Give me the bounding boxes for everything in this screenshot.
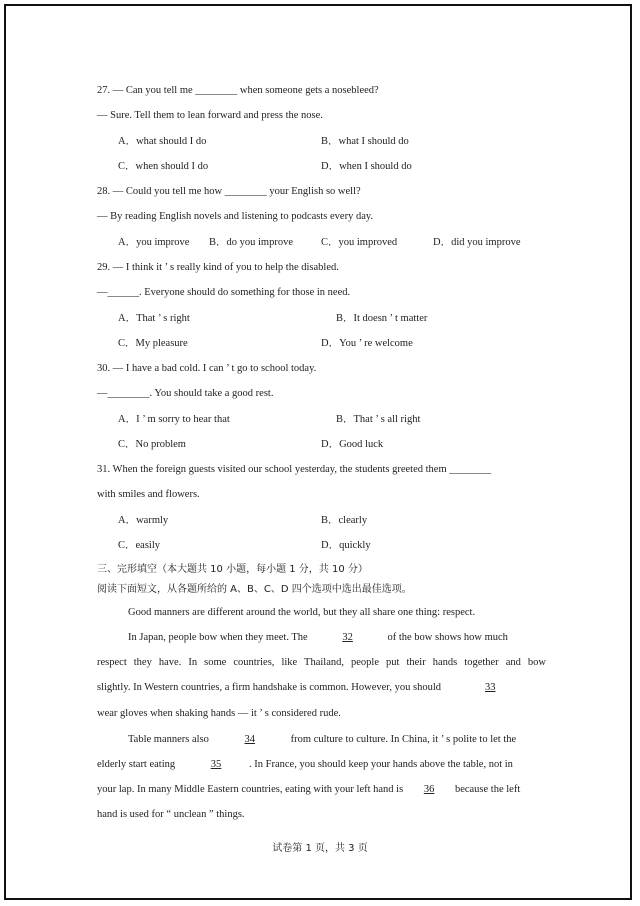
question-31-option-c[interactable]: C．easily <box>118 540 160 551</box>
question-28-option-c[interactable]: C．you improved <box>321 237 398 248</box>
question-30-stem: 30. — I have a bad cold. I can ’ t go to school today. <box>97 363 317 374</box>
question-29-reply: —______. Everyone should do something for those in need. <box>97 287 351 298</box>
passage-line-7 <box>97 758 513 772</box>
question-28-option-b[interactable]: B．do you improve <box>209 237 293 248</box>
passage-line-4 <box>97 681 496 695</box>
blank-35[interactable]: 35 <box>210 759 222 770</box>
passage-line-8 <box>97 783 520 797</box>
question-29-option-a[interactable]: A．That ’ s right <box>118 313 190 324</box>
passage-line-3: respect they have. In some countries, like Thailand, people put their hands together and bow <box>97 657 546 668</box>
question-29-option-c[interactable]: C．My pleasure <box>118 338 188 349</box>
question-31-stem: 31. When the foreign guests visited our school yesterday, the students greeted them ________ <box>97 464 492 475</box>
question-28-stem: 28. — Could you tell me how ________ your English so well? <box>97 186 361 197</box>
passage-text: slightly. In Western countries, a firm handshake is common. However, you should <box>97 682 442 693</box>
passage-line-9: hand is used for “ unclean ” things. <box>97 809 245 820</box>
passage-text: from culture to culture. In China, it ’ s polite to let the <box>290 734 517 745</box>
question-28-option-a[interactable]: A．you improve <box>118 237 190 248</box>
passage-text: elderly start eating <box>97 759 176 770</box>
question-30-reply: —________. You should take a good rest. <box>97 388 274 399</box>
question-27-option-b[interactable]: B．what I should do <box>321 136 409 147</box>
question-31-option-a[interactable]: A．warmly <box>118 515 169 526</box>
passage-text: . In France, you should keep your hands above the table, not in <box>249 759 513 770</box>
question-27-option-d[interactable]: D．when I should do <box>321 161 412 172</box>
question-27-option-a[interactable]: A．what should I do <box>118 136 207 147</box>
blank-33[interactable]: 33 <box>485 682 496 693</box>
question-28-reply: — By reading English novels and listening to podcasts every day. <box>97 211 374 222</box>
question-27-stem: 27. — Can you tell me ________ when someone gets a nosebleed? <box>97 85 379 96</box>
blank-34[interactable]: 34 <box>244 734 256 745</box>
question-29-stem: 29. — I think it ’ s really kind of you to help the disabled. <box>97 262 339 273</box>
passage-text: because the left <box>454 784 521 795</box>
passage-text: your lap. In many Middle Eastern countries, eating with your left hand is <box>97 784 404 795</box>
question-30-option-a[interactable]: A．I ’ m sorry to hear that <box>118 414 230 425</box>
question-27-reply: — Sure. Tell them to lean forward and press the nose. <box>97 110 323 121</box>
question-30-option-b[interactable]: B．That ’ s all right <box>336 414 421 425</box>
question-29-option-b[interactable]: B．It doesn ’ t matter <box>336 313 428 324</box>
passage-line-5: wear gloves when shaking hands — it ’ s considered rude. <box>97 708 341 719</box>
question-31-reply: with smiles and flowers. <box>97 489 200 500</box>
passage-line-6 <box>128 733 516 747</box>
passage-text: In Japan, people bow when they meet. The <box>128 632 308 643</box>
question-31-option-d[interactable]: D．quickly <box>321 540 371 551</box>
page-footer: 试卷第 1 页，共 3 页 <box>272 843 368 854</box>
question-30-option-c[interactable]: C．No problem <box>118 439 186 450</box>
section-heading: 三、完形填空（本大题共 10 小题，每小题 1 分，共 10 分） <box>97 564 368 575</box>
passage-text: of the bow shows how much <box>387 632 508 643</box>
question-30-option-d[interactable]: D．Good luck <box>321 439 384 450</box>
section-instruction: 阅读下面短文，从各题所给的 A、B、C、D 四个选项中选出最佳选项。 <box>97 584 412 595</box>
question-27-option-c[interactable]: C．when should I do <box>118 161 209 172</box>
question-29-option-d[interactable]: D．You ’ re welcome <box>321 338 413 349</box>
question-31-option-b[interactable]: B．clearly <box>321 515 368 526</box>
blank-36[interactable]: 36 <box>423 784 435 795</box>
question-28-option-d[interactable]: D．did you improve <box>433 237 521 248</box>
passage-text: Table manners also <box>128 734 209 745</box>
passage-line-1: Good manners are different around the world, but they all share one thing: respect. <box>128 607 476 618</box>
blank-32[interactable]: 32 <box>342 632 353 643</box>
passage-line-2 <box>128 631 508 645</box>
